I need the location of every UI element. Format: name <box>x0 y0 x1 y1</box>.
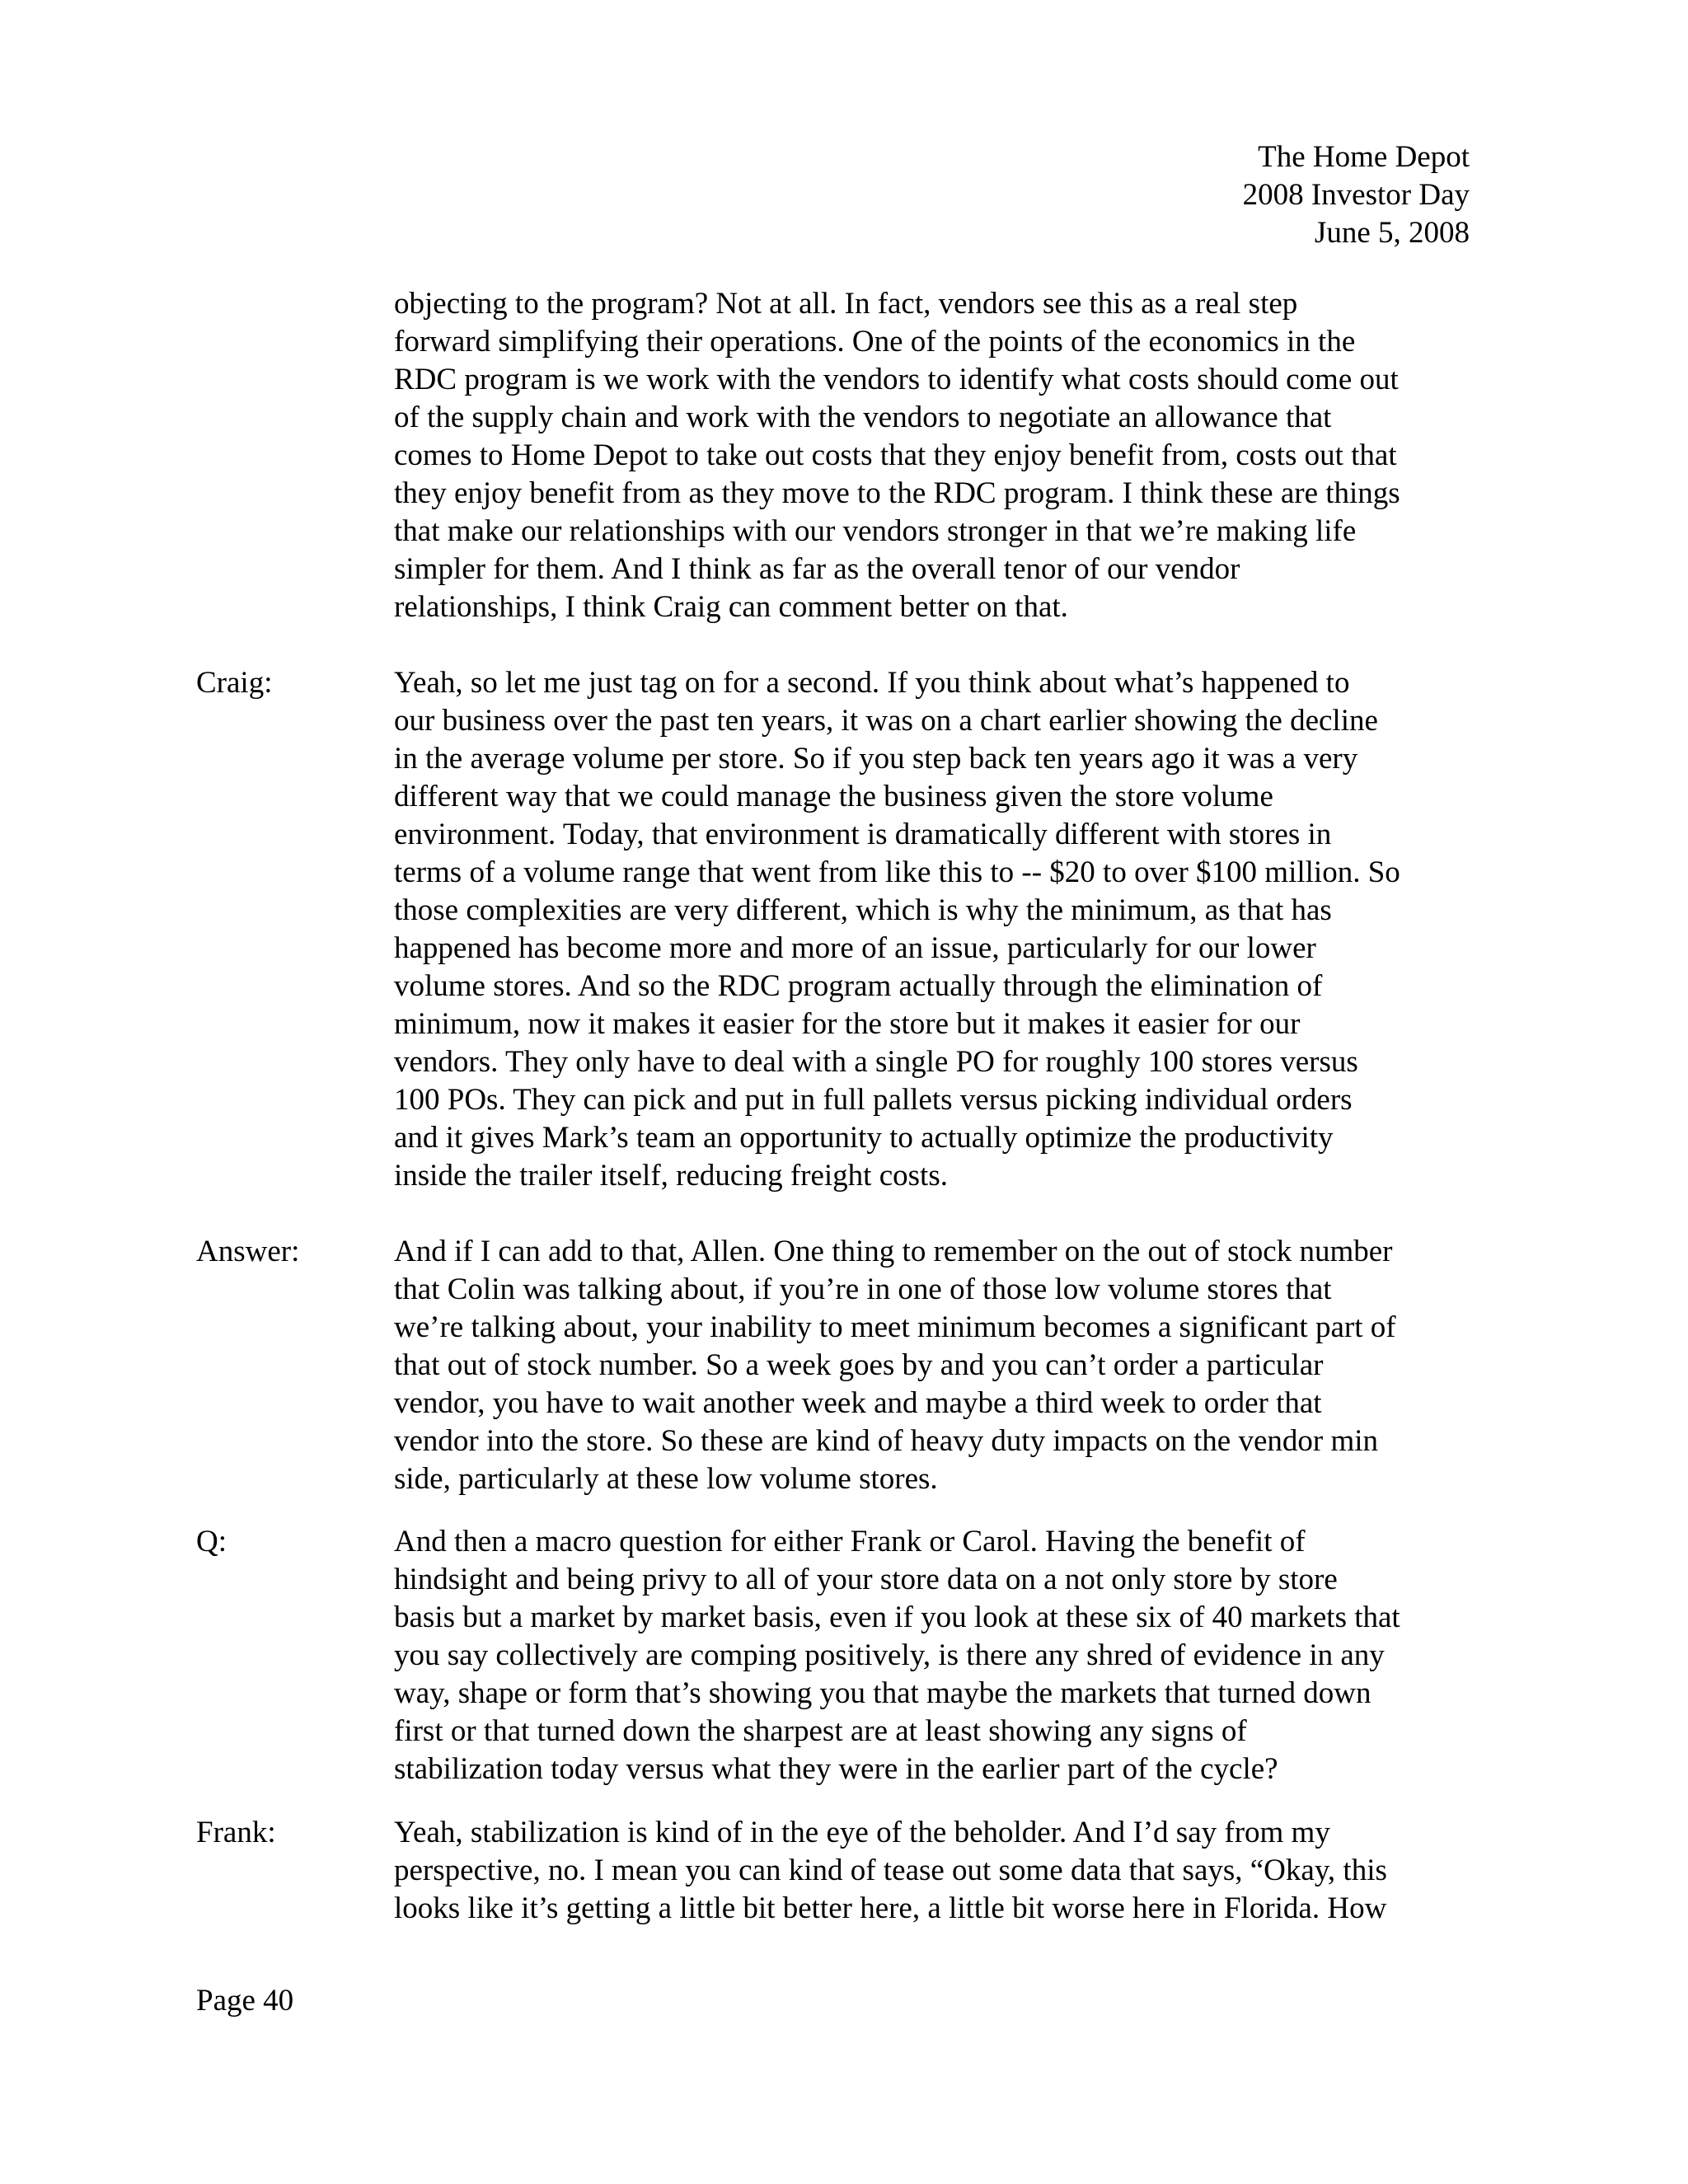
speaker-label-q: Q: <box>196 1525 227 1558</box>
text-line: perspective, no. I mean you can kind of tease out some data that says, “Okay, this <box>394 1854 1387 1887</box>
text-line: hindsight and being privy to all of your store data on a not only store by store <box>394 1563 1338 1596</box>
text-line: first or that turned down the sharpest are at least showing any signs of <box>394 1714 1247 1748</box>
speaker-label-frank: Frank: <box>196 1816 276 1849</box>
text-line: in the average volume per store. So if you step back ten years ago it was a very <box>394 742 1358 776</box>
page-number: Page 40 <box>196 1984 294 2018</box>
transcript-paragraph-continuation <box>394 285 1490 626</box>
text-line: that make our relationships with our vendors stronger in that we’re making life <box>394 514 1357 548</box>
text-line: way, shape or form that’s showing you that maybe the markets that turned down <box>394 1676 1372 1710</box>
text-line: inside the trailer itself, reducing freight costs. <box>394 1159 948 1193</box>
text-line: terms of a volume range that went from like this to -- $20 to over $100 million. So <box>394 855 1400 889</box>
text-line: looks like it’s getting a little bit better here, a little bit worse here in Florida. How <box>394 1891 1387 1925</box>
transcript-paragraph-frank <box>394 1814 1490 1928</box>
text-line: vendor into the store. So these are kind of heavy duty impacts on the vendor min <box>394 1424 1379 1458</box>
text-line: Yeah, stabilization is kind of in the eye of the beholder. And I’d say from my <box>394 1816 1330 1849</box>
transcript-paragraph-answer <box>394 1233 1490 1498</box>
text-line: side, particularly at these low volume stores. <box>394 1462 938 1496</box>
text-line: RDC program is we work with the vendors to identify what costs should come out <box>394 363 1399 396</box>
text-line: simpler for them. And I think as far as the overall tenor of our vendor <box>394 552 1240 586</box>
text-line: Yeah, so let me just tag on for a second. If you think about what’s happened to <box>394 666 1350 700</box>
text-line: that Colin was talking about, if you’re in one of those low volume stores that <box>394 1272 1332 1306</box>
text-line: vendor, you have to wait another week and maybe a third week to order that <box>394 1386 1322 1420</box>
transcript-paragraph-craig <box>394 664 1490 1195</box>
text-line: basis but a market by market basis, even if you look at these six of 40 markets that <box>394 1601 1400 1634</box>
text-line: of the supply chain and work with the vendors to negotiate an allowance that <box>394 401 1332 434</box>
speaker-label-craig: Craig: <box>196 666 273 700</box>
text-line: environment. Today, that environment is dramatically different with stores in <box>394 818 1332 851</box>
text-line: 100 POs. They can pick and put in full pallets versus picking individual orders <box>394 1083 1353 1117</box>
header-date: June 5, 2008 <box>1314 216 1470 250</box>
text-line: objecting to the program? Not at all. In fact, vendors see this as a real step <box>394 287 1298 321</box>
text-line: And then a macro question for either Frank or Carol. Having the benefit of <box>394 1525 1306 1558</box>
header-event: 2008 Investor Day <box>1242 178 1470 212</box>
text-line: different way that we could manage the business given the store volume <box>394 780 1273 813</box>
text-line: relationships, I think Craig can comment better on that. <box>394 590 1068 624</box>
document-header <box>1243 138 1470 252</box>
text-line: minimum, now it makes it easier for the store but it makes it easier for our <box>394 1007 1301 1041</box>
text-line: happened has become more and more of an issue, particularly for our lower <box>394 931 1316 965</box>
speaker-label-answer: Answer: <box>196 1235 300 1268</box>
text-line: forward simplifying their operations. One of the points of the economics in the <box>394 325 1356 359</box>
text-line: comes to Home Depot to take out costs that they enjoy benefit from, costs out that <box>394 438 1397 472</box>
text-line: you say collectively are comping positively, is there any shred of evidence in any <box>394 1638 1385 1672</box>
text-line: our business over the past ten years, it was on a chart earlier showing the decline <box>394 704 1378 738</box>
text-line: and it gives Mark’s team an opportunity to actually optimize the productivity <box>394 1121 1334 1155</box>
text-line: we’re talking about, your inability to meet minimum becomes a significant part of <box>394 1310 1396 1344</box>
text-line: that out of stock number. So a week goes by and you can’t order a particular <box>394 1348 1324 1382</box>
header-company: The Home Depot <box>1258 140 1470 174</box>
text-line: vendors. They only have to deal with a single PO for roughly 100 stores versus <box>394 1045 1358 1079</box>
text-line: stabilization today versus what they were in the earlier part of the cycle? <box>394 1752 1278 1786</box>
text-line: And if I can add to that, Allen. One thing to remember on the out of stock number <box>394 1235 1393 1268</box>
text-line: volume stores. And so the RDC program actually through the elimination of <box>394 969 1323 1003</box>
text-line: those complexities are very different, which is why the minimum, as that has <box>394 893 1332 927</box>
text-line: they enjoy benefit from as they move to the RDC program. I think these are things <box>394 476 1400 510</box>
transcript-paragraph-q <box>394 1523 1490 1788</box>
